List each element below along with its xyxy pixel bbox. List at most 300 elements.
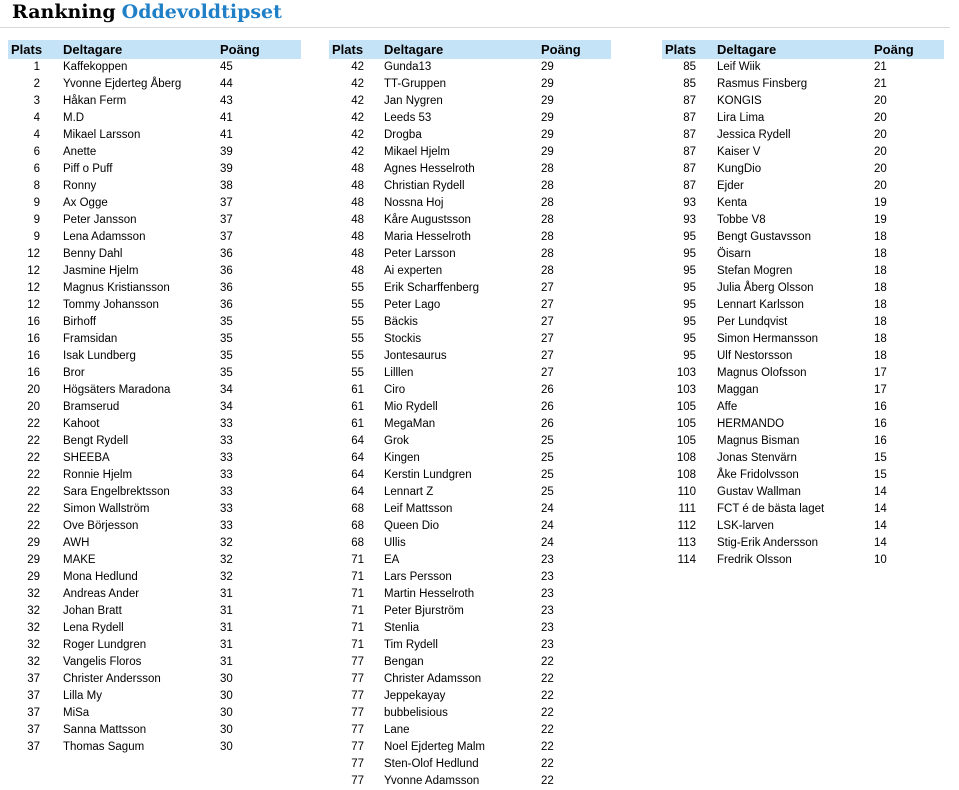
cell-plats: 71 — [351, 554, 364, 566]
cell-plats: 87 — [683, 180, 696, 192]
table-row — [8, 535, 301, 552]
cell-poang: 31 — [220, 656, 233, 668]
cell-poang: 23 — [541, 639, 554, 651]
cell-poang: 32 — [220, 571, 233, 583]
cell-poang: 41 — [220, 112, 233, 124]
table-row — [8, 59, 301, 76]
cell-plats: 29 — [27, 571, 40, 583]
cell-deltagare: Öisarn — [717, 248, 751, 260]
cell-plats: 87 — [683, 146, 696, 158]
cell-deltagare: bubbelisious — [384, 707, 448, 719]
table-row — [662, 416, 944, 433]
table-row — [329, 450, 611, 467]
cell-poang: 18 — [874, 248, 887, 260]
cell-deltagare: Framsidan — [63, 333, 118, 345]
table-row — [662, 535, 944, 552]
cell-deltagare: Grok — [384, 435, 409, 447]
table-row — [8, 433, 301, 450]
cell-deltagare: Queen Dio — [384, 520, 439, 532]
cell-deltagare: Kahoot — [63, 418, 100, 430]
cell-plats: 42 — [351, 78, 364, 90]
cell-poang: 33 — [220, 503, 233, 515]
cell-plats: 22 — [27, 520, 40, 532]
cell-plats: 6 — [33, 146, 40, 158]
cell-plats: 77 — [351, 758, 364, 770]
cell-deltagare: Lars Persson — [384, 571, 452, 583]
cell-poang: 26 — [541, 384, 554, 396]
cell-deltagare: Thomas Sagum — [63, 741, 145, 753]
cell-poang: 36 — [220, 299, 233, 311]
cell-plats: 22 — [27, 452, 40, 464]
table-row — [662, 59, 944, 76]
cell-poang: 27 — [541, 316, 554, 328]
cell-deltagare: LSK-larven — [717, 520, 774, 532]
cell-poang: 34 — [220, 401, 233, 413]
cell-poang: 23 — [541, 554, 554, 566]
cell-deltagare: Kenta — [717, 197, 748, 209]
table-row — [329, 433, 611, 450]
cell-deltagare: Magnus Bisman — [717, 435, 800, 447]
table-row — [8, 739, 301, 756]
cell-plats: 103 — [676, 384, 696, 396]
cell-plats: 64 — [351, 469, 364, 481]
cell-plats: 105 — [676, 435, 696, 447]
table-row — [8, 161, 301, 178]
cell-poang: 24 — [541, 503, 554, 515]
cell-deltagare: Sara Engelbrektsson — [63, 486, 170, 498]
cell-deltagare: M.D — [63, 112, 85, 124]
cell-plats: 20 — [27, 401, 40, 413]
header-poang: Poäng — [541, 42, 581, 57]
table-row — [8, 195, 301, 212]
cell-deltagare: Simon Hermansson — [717, 333, 818, 345]
table-row — [8, 620, 301, 637]
cell-plats: 68 — [351, 503, 364, 515]
cell-poang: 30 — [220, 690, 233, 702]
cell-poang: 22 — [541, 741, 554, 753]
cell-poang: 23 — [541, 571, 554, 583]
cell-plats: 42 — [351, 112, 364, 124]
cell-deltagare: Lena Adamsson — [63, 231, 146, 243]
cell-poang: 22 — [541, 673, 554, 685]
page-title — [12, 0, 282, 24]
table-row — [329, 195, 611, 212]
table-row — [8, 263, 301, 280]
cell-plats: 61 — [351, 418, 364, 430]
table-row — [8, 110, 301, 127]
cell-plats: 108 — [676, 469, 696, 481]
table-row — [8, 246, 301, 263]
cell-poang: 23 — [541, 622, 554, 634]
table-row — [329, 637, 611, 654]
cell-plats: 32 — [27, 656, 40, 668]
cell-poang: 31 — [220, 622, 233, 634]
cell-deltagare: Ax Ogge — [63, 197, 108, 209]
table-row — [662, 518, 944, 535]
cell-poang: 31 — [220, 639, 233, 651]
cell-plats: 77 — [351, 656, 364, 668]
cell-plats: 42 — [351, 61, 364, 73]
cell-poang: 29 — [541, 129, 554, 141]
cell-deltagare: Mona Hedlund — [63, 571, 138, 583]
ranking-table-3 — [662, 40, 944, 569]
cell-poang: 20 — [874, 180, 887, 192]
cell-deltagare: Sten-Olof Hedlund — [384, 758, 479, 770]
ranking-table-2 — [329, 40, 611, 790]
cell-deltagare: AWH — [63, 537, 90, 549]
cell-deltagare: Drogba — [384, 129, 422, 141]
cell-plats: 105 — [676, 401, 696, 413]
cell-plats: 95 — [683, 316, 696, 328]
cell-deltagare: Affe — [717, 401, 738, 413]
cell-plats: 77 — [351, 724, 364, 736]
cell-plats: 85 — [683, 61, 696, 73]
table-row — [329, 603, 611, 620]
cell-plats: 16 — [27, 350, 40, 362]
cell-poang: 29 — [541, 112, 554, 124]
table-row — [329, 620, 611, 637]
cell-poang: 20 — [874, 163, 887, 175]
table-row — [8, 586, 301, 603]
table-row — [8, 416, 301, 433]
cell-deltagare: Ove Börjesson — [63, 520, 139, 532]
table-row — [329, 144, 611, 161]
table-row — [662, 263, 944, 280]
cell-plats: 55 — [351, 333, 364, 345]
cell-poang: 25 — [541, 435, 554, 447]
header-plats: Plats — [665, 42, 697, 57]
cell-deltagare: Vangelis Floros — [63, 656, 142, 668]
table-row — [8, 212, 301, 229]
cell-deltagare: Peter Larsson — [384, 248, 456, 260]
cell-deltagare: Peter Jansson — [63, 214, 137, 226]
cell-poang: 28 — [541, 265, 554, 277]
cell-poang: 18 — [874, 282, 887, 294]
cell-plats: 22 — [27, 469, 40, 481]
cell-deltagare: Ronnie Hjelm — [63, 469, 133, 481]
cell-deltagare: Jessica Rydell — [717, 129, 791, 141]
table-row — [8, 467, 301, 484]
cell-poang: 39 — [220, 163, 233, 175]
cell-poang: 21 — [874, 61, 887, 73]
table-row — [329, 484, 611, 501]
cell-poang: 31 — [220, 588, 233, 600]
table-row — [329, 263, 611, 280]
table-row — [8, 637, 301, 654]
cell-deltagare: Lane — [384, 724, 410, 736]
cell-poang: 24 — [541, 537, 554, 549]
cell-deltagare: Kingen — [384, 452, 420, 464]
cell-deltagare: Stockis — [384, 333, 422, 345]
cell-deltagare: Birhoff — [63, 316, 97, 328]
cell-deltagare: EA — [384, 554, 400, 566]
cell-poang: 26 — [541, 401, 554, 413]
cell-plats: 55 — [351, 282, 364, 294]
cell-plats: 55 — [351, 316, 364, 328]
table-row — [662, 399, 944, 416]
table-row — [329, 127, 611, 144]
table-row — [329, 552, 611, 569]
table-row — [662, 127, 944, 144]
table-row — [329, 280, 611, 297]
table-row — [329, 365, 611, 382]
cell-poang: 28 — [541, 231, 554, 243]
table-row — [8, 144, 301, 161]
cell-deltagare: Stig-Erik Andersson — [717, 537, 818, 549]
cell-plats: 22 — [27, 486, 40, 498]
cell-plats: 29 — [27, 537, 40, 549]
cell-plats: 32 — [27, 639, 40, 651]
cell-plats: 9 — [33, 231, 40, 243]
cell-plats: 22 — [27, 435, 40, 447]
cell-deltagare: Simon Wallström — [63, 503, 150, 515]
cell-poang: 43 — [220, 95, 233, 107]
table-row — [662, 144, 944, 161]
cell-deltagare: Bäckis — [384, 316, 418, 328]
cell-plats: 12 — [27, 282, 40, 294]
cell-deltagare: Andreas Ander — [63, 588, 140, 600]
cell-plats: 32 — [27, 605, 40, 617]
table-row — [329, 382, 611, 399]
cell-plats: 48 — [351, 214, 364, 226]
cell-deltagare: Högsäters Maradona — [63, 384, 171, 396]
cell-poang: 29 — [541, 61, 554, 73]
table-row — [8, 365, 301, 382]
cell-deltagare: Johan Bratt — [63, 605, 122, 617]
cell-poang: 30 — [220, 707, 233, 719]
table-row — [329, 399, 611, 416]
cell-poang: 33 — [220, 452, 233, 464]
cell-poang: 36 — [220, 265, 233, 277]
cell-plats: 48 — [351, 197, 364, 209]
table-row — [662, 93, 944, 110]
cell-poang: 37 — [220, 214, 233, 226]
cell-deltagare: Ai experten — [384, 265, 443, 277]
table-row — [8, 127, 301, 144]
table-row — [8, 603, 301, 620]
cell-deltagare: Håkan Ferm — [63, 95, 127, 107]
cell-plats: 95 — [683, 248, 696, 260]
table-row — [329, 705, 611, 722]
cell-plats: 37 — [27, 690, 40, 702]
cell-deltagare: Ullis — [384, 537, 406, 549]
cell-poang: 21 — [874, 78, 887, 90]
header-deltagare: Deltagare — [384, 42, 444, 57]
cell-poang: 36 — [220, 248, 233, 260]
table-row — [329, 297, 611, 314]
cell-deltagare: KungDio — [717, 163, 762, 175]
cell-plats: 77 — [351, 690, 364, 702]
cell-poang: 30 — [220, 673, 233, 685]
cell-deltagare: Jontesaurus — [384, 350, 447, 362]
cell-deltagare: Ulf Nestorsson — [717, 350, 793, 362]
cell-deltagare: MegaMan — [384, 418, 436, 430]
table-row — [329, 535, 611, 552]
table-row — [8, 178, 301, 195]
cell-deltagare: Gunda13 — [384, 61, 432, 73]
table-row — [8, 501, 301, 518]
cell-poang: 17 — [874, 367, 887, 379]
cell-deltagare: Tobbe V8 — [717, 214, 766, 226]
cell-plats: 1 — [33, 61, 40, 73]
cell-poang: 27 — [541, 350, 554, 362]
cell-deltagare: Isak Lundberg — [63, 350, 136, 362]
cell-plats: 8 — [33, 180, 40, 192]
cell-poang: 18 — [874, 333, 887, 345]
table-row — [8, 348, 301, 365]
cell-plats: 87 — [683, 95, 696, 107]
cell-plats: 71 — [351, 588, 364, 600]
cell-plats: 77 — [351, 707, 364, 719]
cell-plats: 77 — [351, 741, 364, 753]
cell-plats: 95 — [683, 333, 696, 345]
table-row — [662, 467, 944, 484]
cell-poang: 22 — [541, 656, 554, 668]
table-row — [8, 399, 301, 416]
cell-poang: 18 — [874, 299, 887, 311]
cell-poang: 28 — [541, 248, 554, 260]
table-row — [662, 297, 944, 314]
cell-poang: 22 — [541, 758, 554, 770]
table-row — [662, 195, 944, 212]
cell-poang: 16 — [874, 401, 887, 413]
cell-poang: 22 — [541, 724, 554, 736]
cell-poang: 10 — [874, 554, 887, 566]
cell-deltagare: Tim Rydell — [384, 639, 438, 651]
table-row — [8, 93, 301, 110]
cell-deltagare: Ejder — [717, 180, 744, 192]
title-bar — [0, 0, 950, 28]
cell-deltagare: Christer Adamsson — [384, 673, 482, 685]
table-row — [8, 314, 301, 331]
cell-poang: 29 — [541, 146, 554, 158]
cell-deltagare: Jan Nygren — [384, 95, 443, 107]
cell-plats: 71 — [351, 571, 364, 583]
table-row — [8, 76, 301, 93]
cell-plats: 32 — [27, 622, 40, 634]
table-row — [662, 246, 944, 263]
cell-plats: 37 — [27, 724, 40, 736]
cell-deltagare: Anette — [63, 146, 97, 158]
cell-plats: 55 — [351, 299, 364, 311]
cell-deltagare: Bengt Gustavsson — [717, 231, 811, 243]
cell-deltagare: Nossna Hoj — [384, 197, 444, 209]
table-row — [662, 110, 944, 127]
table-row — [8, 382, 301, 399]
cell-plats: 16 — [27, 333, 40, 345]
cell-plats: 48 — [351, 163, 364, 175]
cell-plats: 87 — [683, 163, 696, 175]
cell-deltagare: Kaffekoppen — [63, 61, 128, 73]
cell-plats: 113 — [677, 537, 696, 549]
cell-deltagare: Stenlia — [384, 622, 420, 634]
table-row — [662, 365, 944, 382]
cell-deltagare: Christer Andersson — [63, 673, 161, 685]
table-row — [8, 569, 301, 586]
cell-deltagare: Julia Åberg Olsson — [717, 282, 814, 294]
cell-poang: 28 — [541, 197, 554, 209]
cell-deltagare: Bengt Rydell — [63, 435, 129, 447]
cell-poang: 37 — [220, 197, 233, 209]
cell-plats: 77 — [351, 775, 364, 787]
cell-deltagare: Jasmine Hjelm — [63, 265, 139, 277]
cell-plats: 48 — [351, 231, 364, 243]
table-rows — [329, 59, 611, 790]
table-row — [662, 161, 944, 178]
table-row — [8, 484, 301, 501]
header-plats: Plats — [11, 42, 43, 57]
cell-deltagare: Peter Lago — [384, 299, 441, 311]
cell-deltagare: FCT é de bästa laget — [717, 503, 825, 515]
table-row — [662, 433, 944, 450]
table-row — [662, 348, 944, 365]
cell-deltagare: Maggan — [717, 384, 759, 396]
cell-poang: 16 — [874, 418, 887, 430]
table-row — [329, 773, 611, 790]
cell-deltagare: Magnus Olofsson — [717, 367, 807, 379]
cell-poang: 35 — [220, 316, 233, 328]
table-header — [8, 40, 301, 59]
cell-poang: 28 — [541, 163, 554, 175]
cell-deltagare: Sanna Mattsson — [63, 724, 147, 736]
cell-deltagare: Mio Rydell — [384, 401, 438, 413]
cell-deltagare: Jonas Stenvärn — [717, 452, 797, 464]
cell-poang: 17 — [874, 384, 887, 396]
cell-deltagare: Leeds 53 — [384, 112, 432, 124]
cell-poang: 36 — [220, 282, 233, 294]
cell-poang: 29 — [541, 95, 554, 107]
cell-poang: 33 — [220, 418, 233, 430]
table-row — [8, 229, 301, 246]
cell-poang: 19 — [874, 214, 887, 226]
table-row — [329, 76, 611, 93]
header-deltagare: Deltagare — [717, 42, 777, 57]
cell-plats: 37 — [27, 707, 40, 719]
table-row — [329, 518, 611, 535]
cell-plats: 95 — [683, 282, 696, 294]
cell-deltagare: Agnes Hesselroth — [384, 163, 475, 175]
cell-poang: 27 — [541, 333, 554, 345]
table-row — [662, 382, 944, 399]
cell-plats: 64 — [351, 435, 364, 447]
table-row — [329, 178, 611, 195]
cell-deltagare: Mikael Hjelm — [384, 146, 450, 158]
table-row — [329, 654, 611, 671]
cell-poang: 32 — [220, 554, 233, 566]
cell-plats: 87 — [683, 129, 696, 141]
table-row — [329, 314, 611, 331]
cell-poang: 18 — [874, 350, 887, 362]
cell-deltagare: Åke Fridolvsson — [717, 469, 799, 481]
table-row — [329, 586, 611, 603]
cell-deltagare: HERMANDO — [717, 418, 785, 430]
cell-plats: 85 — [683, 78, 696, 90]
table-row — [329, 671, 611, 688]
cell-plats: 12 — [27, 299, 40, 311]
cell-deltagare: Maria Hesselroth — [384, 231, 471, 243]
cell-deltagare: Yvonne Adamsson — [384, 775, 480, 787]
table-row — [329, 688, 611, 705]
table-row — [662, 76, 944, 93]
cell-poang: 35 — [220, 333, 233, 345]
table-row — [8, 280, 301, 297]
cell-plats: 95 — [683, 265, 696, 277]
header-poang: Poäng — [220, 42, 260, 57]
cell-plats: 87 — [683, 112, 696, 124]
cell-poang: 35 — [220, 350, 233, 362]
cell-deltagare: Lennart Z — [384, 486, 434, 498]
cell-plats: 68 — [351, 537, 364, 549]
